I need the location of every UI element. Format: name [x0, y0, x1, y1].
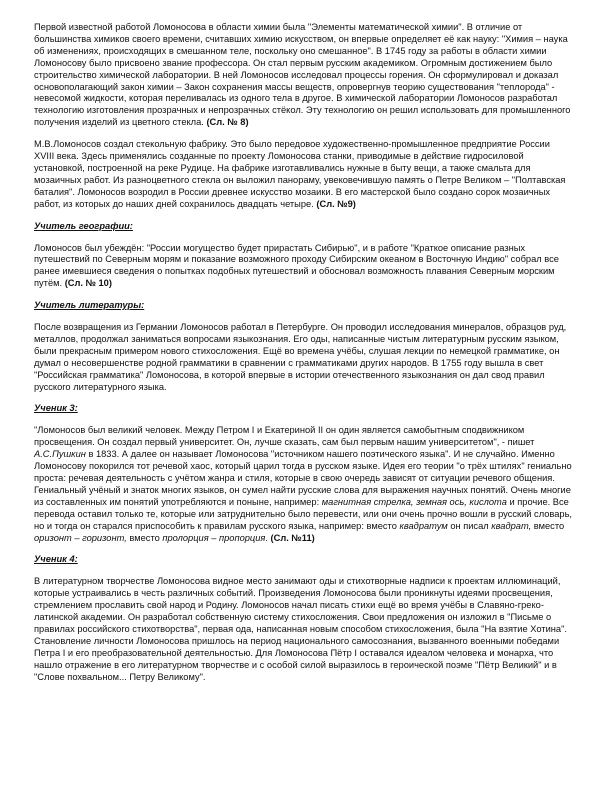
speaker-label-literature-teacher: Учитель литературы: — [34, 300, 145, 311]
quote-author: А.С.Пушкин — [34, 449, 86, 460]
term-gorizont: оризонт – горизонт, — [34, 532, 127, 543]
term-proportsiya: пролорция – пропорция — [162, 532, 266, 543]
slide-ref-9: (Сл. №9) — [316, 198, 356, 209]
term-kvadrat: квадрат, — [491, 520, 532, 531]
speaker-label-student-4: Ученик 4: — [34, 554, 78, 565]
speaker-label-student-3: Ученик 3: — [34, 403, 78, 414]
paragraph-student-3 — [34, 425, 572, 544]
slide-ref-8: (Сл. № 8) — [206, 117, 249, 128]
paragraph-glass-factory — [34, 139, 572, 210]
paragraph-student-3-part6: вместо — [126, 532, 163, 543]
slide-ref-10: (Сл. № 10) — [64, 278, 112, 289]
paragraph-student-3-part7: . — [265, 532, 271, 543]
term-examples: магнитная стрелка, земная ось, кислота — [321, 496, 507, 507]
speaker-label-geography-teacher: Учитель географии: — [34, 220, 133, 231]
paragraph-student-4: В литературном творчестве Ломоносова видное место занимают оды и стихотворные надписи к проектам иллюминаций, которые устраивались в честь различных событий. Произведения Ломоносова были проникнуты идеями просвещения, стремлением прославить свой народ и Родину. Ломоносов начал писать стихи ещё во время учёбы в Славяно-греко-латинской академии. Он разработал собственную систему стихосложения. Свои предложения он изложил в "Письме о правилах российского стихотворства", первая ода, написанная новым способом стихосложения, была "На взятие Хотина". Становление личности Ломоносова пришлось на период национального самосознания, вызванного военными победами Петра I и его преобразовательной деятельностью. Для Ломоносова Пётр I оставался идеалом человека и монарха, что нашло отражение в его литературном творчестве и с особой силой выразилось в героической поэме "Пётр Великий" и в "Слове похвальном... Петру Великому". — [34, 576, 567, 682]
paragraph-student-3-part5: вместо — [531, 520, 565, 531]
paragraph-chemistry — [34, 22, 572, 129]
paragraph-literature: После возвращения из Германии Ломоносов работал в Петербурге. Он проводил исследования минералов, образцов руд, металлов, продолжал заниматься вопросами языкознания. Его оды, написанные чистым литературным русским языком, были прекрасным примером нового стихосложения. Ещё во времена учёбы, слушая лекции по немецкой грамматике, он думал о несовершенстве родной грамматики в сравнении с грамматиками других народов. В 1755 году вышла в свет "Российская грамматика" Ломоносова, в которой впервые в истории отечественного языкознания он дал свод правил русского литературного языка. — [34, 322, 567, 392]
paragraph-student-3-part1: "Ломоносов был великий человек. Между Петром I и Екатериной II он один является самобытным сподвижником просвещения. Он создал первый университет. Он, лучше сказать, сам был первым нашим университетом", - пишет — [34, 425, 535, 448]
paragraph-student-3-part4: он писал — [447, 520, 492, 531]
paragraph-glass-factory-text: М.В.Ломоносов создал стекольную фабрику. Это было передовое художественно-промышленное предприятие России XVIII века. Здесь применялись созданные по проекту Ломоносова станки, приводимые в действие гидросиловой установкой, построенной на реке Рудице. На фабрике изготавливались нужные в быту вещи, а также смальта для мозаичных работ. Из разноцветного стекла он выложил панораму, увековечившую память о Петре Великом – "Полтавская баталия". Ломоносов возродил в России древнее искусство мозаики. В его мастерской было создано сорок мозаичных работ, из которых до наших дней сохранилось двадцать четыре. — [34, 139, 566, 209]
term-kvadratum: квадратум — [399, 520, 448, 531]
paragraph-geography — [34, 243, 572, 291]
paragraph-geography-text: Ломоносов был убеждён: "России могущество будет прирастать Сибирью", и в работе "Краткое описание разных путешествий по Северным морям и показание возможного проходу Сибирским океаном в Восточную Индию" собрал все ранее имевшиеся сведения о попытках подобных путешествий и обосновал возможность плавания Северным морским путём. — [34, 242, 559, 289]
paragraph-student-3-part3: и прочие. Все перевода оставил только те, которые или затруднительно было перевести, или они очень прочно вошли в русский словарь, но и тогда он старался приспособить к правилам русского языка, например: вместо — [34, 496, 572, 531]
paragraph-chemistry-text: Первой известной работой Ломоносова в области химии была "Элементы математической химии". В отличие от большинства химиков своего времени, считавших химию искусством, он впервые определяет её как науку: "Химия – наука об изменениях, происходящих в смешанном теле, поскольку оно смешанное". В 1745 году за работы в области химии Ломоносову было присвоено звание профессора. Он стал первым русским академиком. Огромным достижением было строительство химической лаборатории. В ней Ломоносов исследовал процессы горения. Он сформулировал и доказал основополагающий закон химии – Закон сохранения массы веществ, опровергнув теорию существования "теплорода" - невесомой жидкости, которая переливалась из одного тела в другое. В химической лаборатории Ломоносов разработал технологию изготовления прозрачных и непрозрачных стёкол. Эту технологию он решил использовать для промышленного получения изделий из цветного стекла. — [34, 22, 571, 128]
slide-ref-11: (Сл. №11) — [270, 532, 315, 543]
paragraph-student-3-part2: в 1833. А далее он называет Ломоносова "источником нашего поэтического языка". И не случайно. Именно Ломоносову покорился тот речевой хаос, который царил тогда в русском языке. Идея его теории "о трёх штилях" гениально проста: речевая деятельность с учётом жанра и стиля, которые в свою очередь зависят от ситуации речевого общения. Гениальный учёный и знаток многих языков, он сумел найти русские слова для выражения научных понятий. Очень многие из составленных им понятий употребляются и поныне, например: — [34, 449, 572, 507]
